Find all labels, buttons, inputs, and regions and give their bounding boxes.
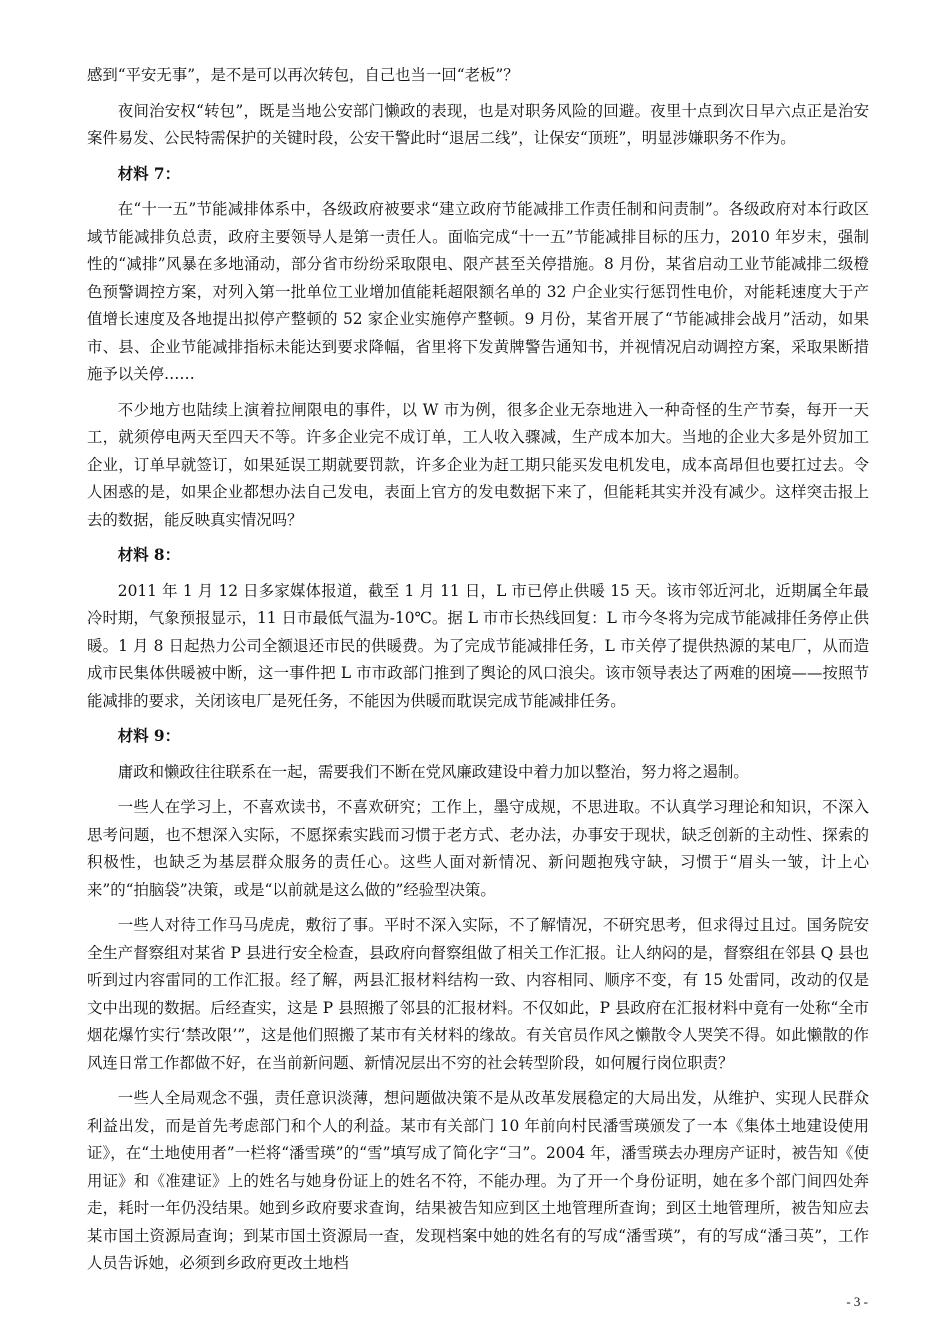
heading-material-7: 材料 7： xyxy=(117,164,181,183)
paragraph-7: 一些人在学习上，不喜欢读书，不喜欢研究；工作上，墨守成规，不思进取。不认真学习理论和知识，不深入思考问题，也不想深入实际，不愿探索实践而习惯于老方式、老办法，办事安于现状，缺乏创新的主动性、探索的积极性，也缺乏为基层群众服务的责任心。这些人面对新情况、新问题抱残守缺，习惯于“眉头一皱，计上心来”的“拍脑袋”决策，或是“以前就是这么做的”经验型决策。 xyxy=(87,798,869,899)
heading-material-8: 材料 8： xyxy=(117,546,181,564)
paragraph-3: 在“十一五”节能减排体系中，各级政府被要求“建立政府节能减排工作责任制和问责制”。各级政府对本行政区域节能减排负总责，政府主要领导人是第一责任人。面临完成“十一五”节能减排目标的压力，2010 年岁末，强制性的“减排”风暴在多地涌动，部分省市纷纷采取限电、限产甚至关停措施。8 月份，某省启动工业节能减排二级橙色预警调控方案，对列入第一批单位工业增加值能耗超限额名单的 32 户企业实行惩罚性电价，对能耗速度大于产值增长速度及各地提出拟停产整顿的 52 家企业实施停产整顿。9 月份，某省开展了“节能减排会战月”活动，如果市、县、企业节能减排指标未能达到要求降幅，省里将下发黄牌警告通知书，并视情况启动调控方案，采取果断措施予以关停…… xyxy=(87,200,869,383)
page-number: - 3 - xyxy=(846,1294,868,1309)
paragraph-2: 夜间治安权“转包”，既是当地公安部门懒政的表现，也是对职务风险的回避。夜里十点到次日早六点正是治安案件易发、公民特需保护的关键时段，公安干警此时“退居二线”，让保安“顶班”，明显涉嫌职务不作为。 xyxy=(87,101,869,147)
paragraph-6: 庸政和懒政往往联系在一起，需要我们不断在党风廉政建设中着力加以整治，努力将之遏制。 xyxy=(117,762,749,781)
paragraph-5: 2011 年 1 月 12 日多家媒体报道，截至 1 月 11 日，L 市已停止供暖 15 天。该市邻近河北，近期属全年最冷时期，气象预报显示，11 日市最低气温为-10℃。据 L 市市长热线回复：L 市今冬将为完成节能减排任务停止供暖。1 月 8 日起热力公司全额退还市民的供暖费。为了完成节能减排任务，L 市关停了提供热源的某电厂，从而造成市民集体供暖被中断，这一事件把 L 市市政部门推到了舆论的风口浪尖。该市领导表达了两难的困境——按照节能减排的要求，关闭该电厂是死任务，不能因为供暖而耽误完成节能减排任务。 xyxy=(87,581,869,710)
paragraph-8: 一些人对待工作马马虎虎，敷衍了事。平时不深入实际，不了解情况，不研究思考，但求得过且过。国务院安全生产督察组对某省 P 县进行安全检查，县政府向督察组做了相关工作汇报。让人纳闷的是，督察组在邻县 Q 县也听到过内容雷同的工作汇报。经了解，两县汇报材料结构一致、内容相同、顺序不变，有 15 处雷同，改动的仅是文中出现的数据。后经查实，这是 P 县照搬了邻县的汇报材料。不仅如此，P 县政府在汇报材料中竟有一处称“全市烟花爆竹实行‘禁改限’”，这是他们照搬了某市有关材料的缘故。有关官员作风之懒散令人哭笑不得。如此懒散的作风连日常工作都做不好，在当前新问题、新情况层出不穷的社会转型阶段，如何履行岗位职责？ xyxy=(87,916,870,1072)
paragraph-1: 感到“平安无事”，是不是可以再次转包，自己也当一回“老板”？ xyxy=(87,66,519,84)
paragraph-9: 一些人全局观念不强，责任意识淡薄，想问题做决策不是从改革发展稳定的大局出发，从维护、实现人民群众利益出发，而是首先考虑部门和个人的利益。某市有关部门 10 年前向村民潘雪瑛颁发了一本《集体土地建设使用证》，在“土地使用者”一栏将“潘雪瑛”的“雪”填写成了简化字“彐”。2004 年，潘雪瑛去办理房产证时，被告知《使用证》和《准建证》上的姓名与她身份证上的姓名不符，不能办理。为了开一个身份证明，她在多个部门间四处奔走，耗时一年仍没结果。她到乡政府要求查询，结果被告知应到区土地管理所查询；到区土地管理所，被告知应去某市国土资源局查询；到某市国土资源局一查，发现档案中她的姓名有的写成“潘雪瑛”，有的写成“潘彐英”，工作人员告诉她，必须到乡政府更改土地档 xyxy=(87,1089,869,1272)
document-body xyxy=(87,62,869,1286)
heading-material-9: 材料 9： xyxy=(117,727,181,745)
paragraph-4: 不少地方也陆续上演着拉闸限电的事件，以 W 市为例，很多企业无奈地进入一种奇怪的生产节奏，每开一天工，就须停电两天至四天不等。许多企业完不成订单，工人收入骤减，生产成本加大。当地的企业大多是外贸加工企业，订单早就签订，如果延误工期就要罚款，许多企业为赶工期只能买发电机发电，成本高昂但也要扛过去。令人困惑的是，如果企业都想办法自己发电，表面上官方的发电数据下来了，但能耗其实并没有减少。这样突击报上去的数据，能反映真实情况吗？ xyxy=(87,400,869,529)
